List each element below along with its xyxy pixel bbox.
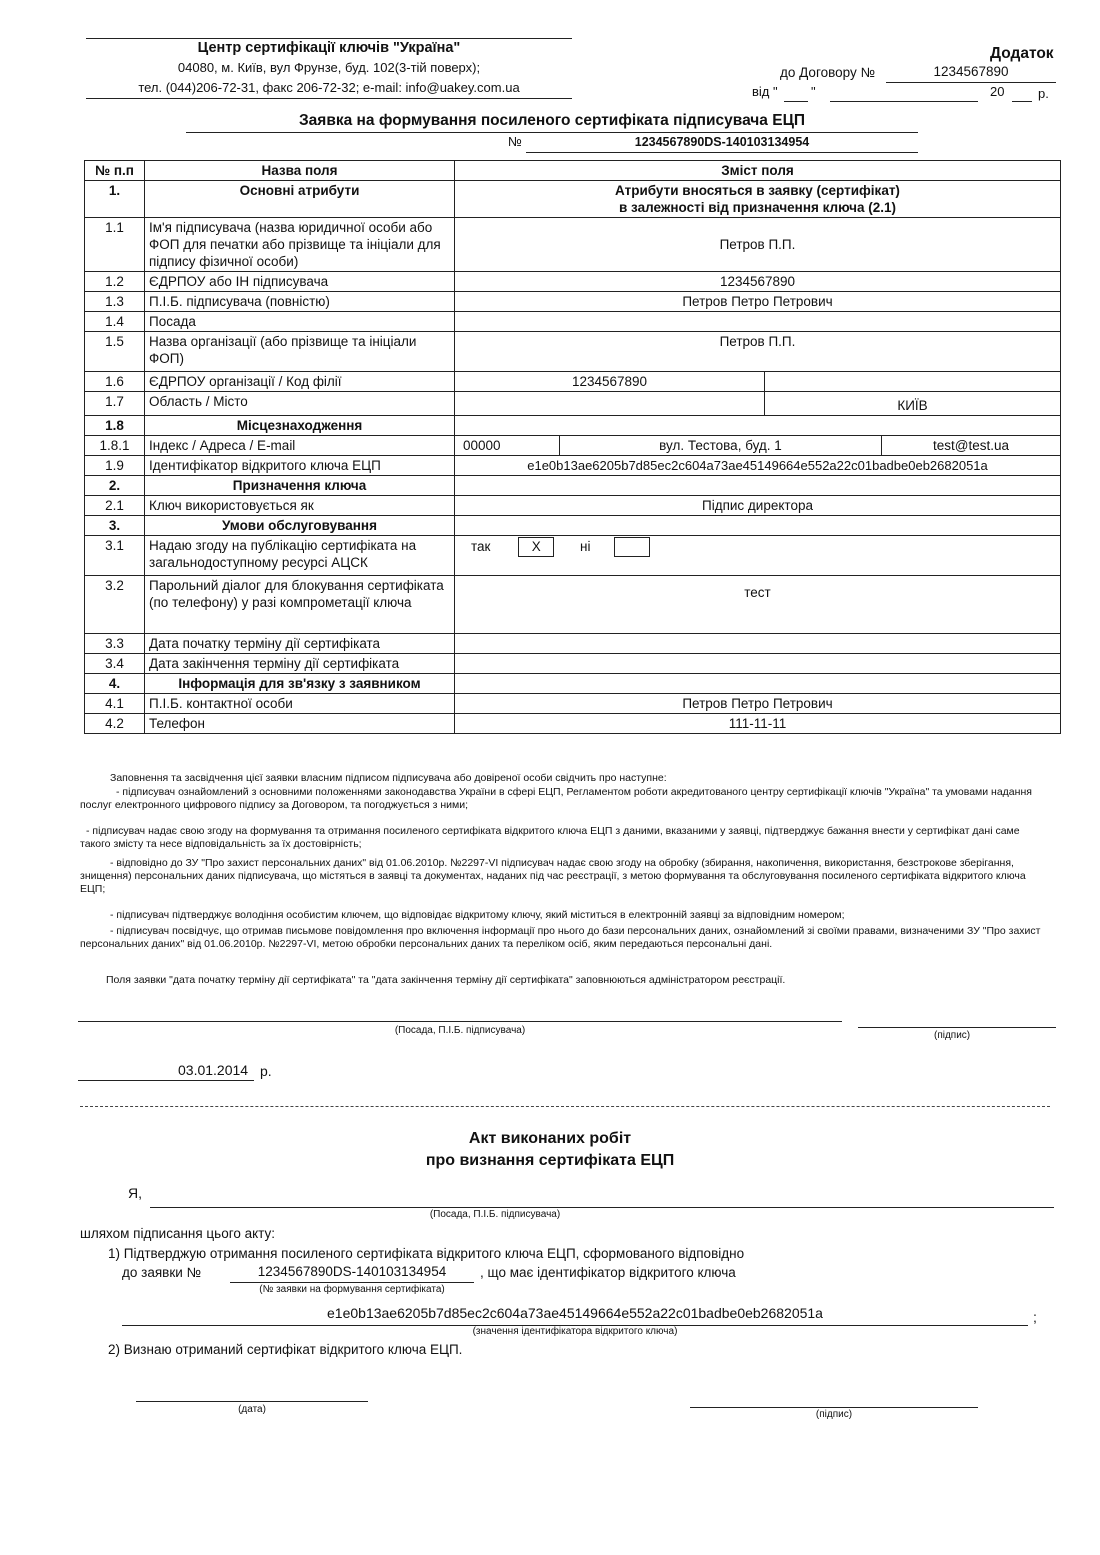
row-number: 1.8.1 (85, 436, 145, 456)
street-address: вул. Тестова, буд. 1 (560, 436, 882, 455)
act-subtitle: про визнання сертифіката ЕЦП (425, 1152, 675, 1169)
field-name: Ім'я підписувача (назва юридичної особи або ФОП для печатки або прізвище та ініціали для підпису фізичної особи) (145, 218, 455, 272)
field-name: Дата початку терміну дії сертифіката (145, 634, 455, 654)
field-value: тест (455, 576, 1061, 634)
field-name: Посада (145, 312, 455, 332)
field-value (455, 674, 1061, 694)
row-number: 1.3 (85, 292, 145, 312)
row-number: 2.1 (85, 496, 145, 516)
table-row (85, 694, 1061, 714)
row-number: 4.2 (85, 714, 145, 734)
consent-cell (455, 536, 1061, 576)
field-value-2: КИЇВ (765, 392, 1061, 416)
field-value: 111-11-11 (455, 714, 1061, 734)
act-position-line[interactable] (150, 1207, 1054, 1208)
table-row (85, 516, 1061, 536)
year-suffix: р. (1038, 86, 1049, 101)
row-number: 1.4 (85, 312, 145, 332)
header-top-rule (86, 38, 572, 39)
terms-intro: Заповнення та засвідчення цієї заявки власним підписом підписувача або довіреної особи свідчить про наступне: (110, 772, 667, 784)
field-name: Умови обслуговування (145, 516, 455, 536)
org-contacts: тел. (044)206-72-31, факс 206-72-32; e-mail: info@uakey.com.ua (138, 80, 520, 95)
position-line[interactable] (78, 1021, 842, 1022)
contract-number: 1234567890 (933, 64, 1009, 79)
table-row (85, 476, 1061, 496)
form-title-rule (186, 132, 918, 133)
row-number: 3.2 (85, 576, 145, 634)
field-value (455, 476, 1061, 496)
form-number-rule (526, 152, 918, 153)
table-row (85, 634, 1061, 654)
field-name: ЄДРПОУ організації / Код філії (145, 372, 455, 392)
field-value (455, 654, 1061, 674)
act-signature-line[interactable] (690, 1407, 978, 1408)
col-content-header: Зміст поля (455, 161, 1061, 181)
field-name: Ідентифікатор відкритого ключа ЕЦП (145, 456, 455, 476)
form-number: 1234567890DS-140103134954 (634, 135, 810, 149)
row-number: 4.1 (85, 694, 145, 714)
key-identifier: e1e0b13ae6205b7d85ec2c604a73ae45149664e552a22c01badbe0eb2682051a (455, 456, 1061, 476)
date-line (78, 1080, 254, 1081)
year-rule (1012, 101, 1032, 102)
act-date-line[interactable] (136, 1401, 368, 1402)
table-row (85, 654, 1061, 674)
terms-p4: - підписувач підтверджує володіння особистим ключем, що відповідає відкритому ключу, який міститься в електронній заявці за відповідним номером; (110, 909, 845, 921)
addendum-title: Додаток (990, 45, 1054, 62)
table-row (85, 576, 1061, 634)
col-field-header: Назва поля (145, 161, 455, 181)
table-row (85, 456, 1061, 476)
act-request-number-line (230, 1282, 474, 1283)
field-value: Петров П.П. (455, 332, 1061, 372)
terms-p5: - підписувач посвідчує, що отримав письмове повідомлення про включення інформації про нього до бази персональних даних, ознайомлений зі своїми правами, визначеними ЗУ "Про захист персональних даних" від 01.06.2010р. №2297-VI, метою обробки персональних даних та переліком осіб, яким передаються персональні дані. (80, 925, 1041, 950)
field-value: Атрибути вносяться в заявку (сертифікат) в залежності від призначення ключа (2.1) (455, 181, 1061, 218)
field-value (455, 516, 1061, 536)
consent-no-checkbox[interactable] (614, 537, 650, 557)
row-number: 1.8 (85, 416, 145, 436)
field-value: 1234567890 (455, 372, 765, 392)
application-date: 03.01.2014 (178, 1062, 249, 1078)
row-number: 1.6 (85, 372, 145, 392)
contract-date-prefix: від " (752, 84, 778, 99)
org-address: 04080, м. Київ, вул Фрунзе, буд. 102(3-тій поверх); (177, 60, 481, 75)
table-row (85, 312, 1061, 332)
field-name: Дата закінчення терміну дії сертифіката (145, 654, 455, 674)
consent-no-label: ні (579, 538, 591, 554)
table-row (85, 272, 1061, 292)
act-request-caption: (№ заявки на формування сертифіката) (259, 1284, 445, 1295)
application-date-suffix: р. (260, 1063, 272, 1079)
table-row (85, 372, 1061, 392)
header-bottom-rule (86, 98, 572, 99)
row-number: 1.7 (85, 392, 145, 416)
row-number: 4. (85, 674, 145, 694)
act-request-number: 1234567890DS-140103134954 (257, 1264, 447, 1279)
address-cell (455, 436, 1061, 456)
field-name: Місцезнаходження (145, 416, 455, 436)
terms-p6: Поля заявки "дата початку терміну дії сертифіката" та "дата закінчення терміну дії сертифіката" заповнюються адміністратором реєстрації. (106, 974, 786, 986)
field-value: 1234567890 (455, 272, 1061, 292)
signature-line[interactable] (858, 1027, 1056, 1028)
email-value: test@test.ua (933, 438, 1009, 453)
field-value (455, 634, 1061, 654)
field-value: Петров П.П. (455, 218, 1061, 272)
act-by-signing: шляхом підписання цього акту: (80, 1226, 275, 1241)
consent-yes-checkbox[interactable]: X (518, 537, 554, 557)
table-row (85, 292, 1061, 312)
table-header-row (85, 161, 1061, 181)
table-row (85, 436, 1061, 456)
contract-label: до Договору № (780, 65, 875, 80)
act-title: Акт виконаних робіт (468, 1130, 632, 1147)
table-row (85, 181, 1061, 218)
table-row (85, 332, 1061, 372)
act-i-label: Я, (128, 1185, 142, 1201)
row-number: 1.1 (85, 218, 145, 272)
act-has-id-text: , що має ідентифікатор відкритого ключа (480, 1265, 736, 1280)
field-name: Призначення ключа (145, 476, 455, 496)
field-name: Парольний діалог для блокування сертифіката (по телефону) у разі компрометації ключа (145, 576, 455, 634)
field-name: Назва організації (або прізвище та ініціали ФОП) (145, 332, 455, 372)
terms-p2: - підписувач надає свою згоду на формування та отримання посиленого сертифіката відкритого ключа ЕЦП з даними, вказаними у заявці, підтверджує бажання внести у сертифікат дані саме такого змісту та несе відповідальність за їх достовірність; (80, 825, 1020, 850)
row-number: 1.2 (85, 272, 145, 292)
table-row (85, 674, 1061, 694)
field-value: Петров Петро Петрович (455, 292, 1061, 312)
field-value (455, 312, 1061, 332)
field-name: Телефон (145, 714, 455, 734)
terms-p3: - відповідно до ЗУ "Про захист персональних даних" від 01.06.2010р. №2297-VI підписувач надає свою згоду на обробку (збирання, накопичення, використання, безстрокове зберігання, знищення) персональних даних підписувача, що містяться в заявці та документах, наданих під час реєстрації, з метою формування та обслуговування посиленого сертифіката відкритого ключа ЕЦП; (80, 857, 1026, 895)
field-name: П.І.Б. підписувача (повністю) (145, 292, 455, 312)
form-number-label: № (508, 134, 522, 149)
position-caption: (Посада, П.І.Б. підписувача) (394, 1025, 526, 1036)
table-row (85, 536, 1061, 576)
act-key-identifier: e1e0b13ae6205b7d85ec2c604a73ae45149664e552a22c01badbe0eb2682051a (327, 1305, 823, 1321)
row-number: 3.3 (85, 634, 145, 654)
row-number: 3.4 (85, 654, 145, 674)
row-number: 1.9 (85, 456, 145, 476)
field-name: ЄДРПОУ або ІН підписувача (145, 272, 455, 292)
field-value (455, 416, 1061, 436)
form-title: Заявка на формування посиленого сертифіката підписувача ЕЦП (298, 112, 806, 129)
day-rule (784, 101, 808, 102)
field-name: Основні атрибути (145, 181, 455, 218)
field-value-2 (765, 372, 1061, 392)
field-name: П.І.Б. контактної особи (145, 694, 455, 714)
field-value: Петров Петро Петрович (455, 694, 1061, 714)
terms-p1: - підписувач ознайомлений з основними положеннями законодавства України в сфері ЕЦП, Регламентом роботи акредитованого центру сертифікації ключів "Україна" та умовами надання послуг електронного цифрового підпису за Договором, та погоджується з ними; (80, 786, 1032, 811)
row-number: 2. (85, 476, 145, 496)
row-number: 3. (85, 516, 145, 536)
field-name: Ключ використовується як (145, 496, 455, 516)
act-position-caption: (Посада, П.І.Б. підписувача) (429, 1209, 561, 1220)
year-label: 20 (990, 84, 1005, 99)
contract-date-mid: " (811, 84, 816, 99)
org-name: Центр сертифікації ключів "Україна" (197, 40, 461, 56)
field-name: Надаю згоду на публікацію сертифіката на загальнодоступному ресурсі АЦСК (145, 536, 455, 576)
act-semicolon: ; (1033, 1309, 1037, 1325)
field-name: Інформація для зв'язку з заявником (145, 674, 455, 694)
act-item2: 2) Визнаю отриманий сертифікат відкритого ключа ЕЦП. (108, 1342, 463, 1357)
act-item1: 1) Підтверджую отримання посиленого сертифіката відкритого ключа ЕЦП, сформованого відповідно (108, 1246, 745, 1261)
table-row (85, 416, 1061, 436)
field-value: Підпис директора (455, 496, 1061, 516)
table-row (85, 392, 1061, 416)
contract-number-rule (886, 82, 1056, 83)
field-name: Область / Місто (145, 392, 455, 416)
col-no-header: № п.п (85, 161, 145, 181)
postal-index: 00000 (455, 436, 560, 455)
cut-line (80, 1106, 1050, 1107)
act-date-caption: (дата) (238, 1404, 266, 1415)
field-value (455, 392, 765, 416)
application-table (84, 160, 1061, 734)
field-name: Індекс / Адреса / E-mail (145, 436, 455, 456)
act-signature-caption: (підпис) (815, 1409, 853, 1420)
table-row (85, 218, 1061, 272)
month-rule (830, 101, 978, 102)
signature-caption: (підпис) (934, 1030, 971, 1041)
table-row (85, 496, 1061, 516)
table-row (85, 714, 1061, 734)
consent-yes-label: так (471, 538, 491, 554)
row-number: 1. (85, 181, 145, 218)
row-number: 3.1 (85, 536, 145, 576)
row-number: 1.5 (85, 332, 145, 372)
act-to-request-label: до заявки № (122, 1265, 201, 1280)
act-key-caption: (значення ідентифікатора відкритого ключа) (472, 1326, 678, 1337)
